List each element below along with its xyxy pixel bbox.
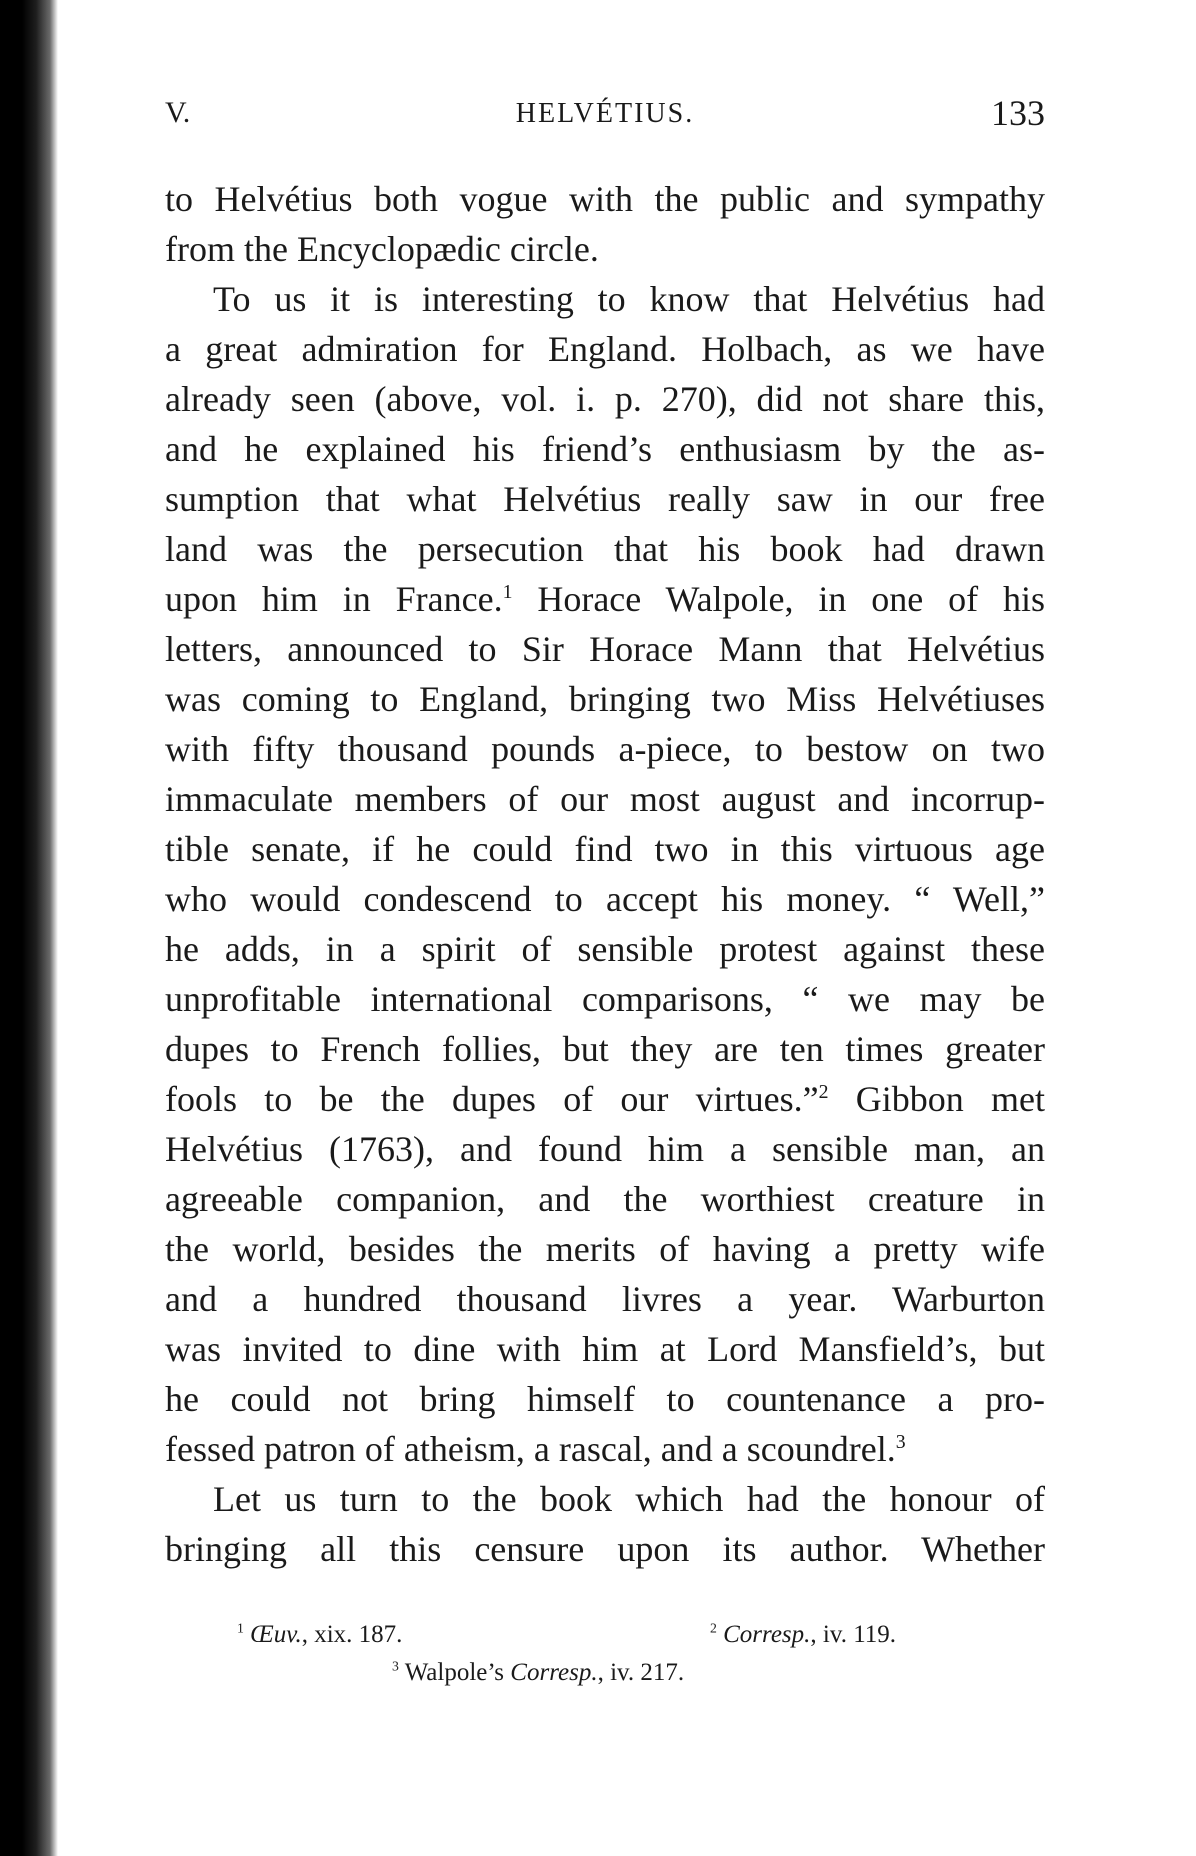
text-line: he adds, in a spirit of sensible protest against these <box>165 929 1045 969</box>
text-line: agreeable companion, and the worthiest creature in <box>165 1179 1045 1219</box>
scan-edge-shadow <box>0 0 58 1856</box>
footnote-3-author: Walpole’s <box>404 1659 511 1686</box>
text-line: bringing all this censure upon its author. Whether <box>165 1529 1045 1569</box>
footnote-mark-1: 1 <box>502 581 513 603</box>
footnote-row <box>165 1616 1045 1654</box>
footnote-1-ref: , xix. 187. <box>301 1621 403 1648</box>
body-text <box>165 174 1045 1574</box>
text-line: tible senate, if he could find two in this virtuous age <box>165 829 1045 869</box>
text-line: sumption that what Helvétius really saw in our free <box>165 479 1045 519</box>
text-segment: fools to be the dupes of our virtues.” <box>165 1079 819 1119</box>
text-line: Let us turn to the book which had the honour of <box>213 1479 1045 1519</box>
running-title: HELVÉTIUS. <box>515 98 695 129</box>
text-line: was invited to dine with him at Lord Mansfield’s, but <box>165 1329 1045 1369</box>
text-segment: upon him in France. <box>165 579 503 619</box>
footnotes <box>165 1616 1045 1692</box>
text-line: letters, announced to Sir Horace Mann that Helvétius <box>165 629 1045 669</box>
footnote-2-number: 2 <box>710 1620 717 1636</box>
text-line: who would condescend to accept his money. “ Well,” <box>165 879 1045 919</box>
footnote-2 <box>710 1616 896 1654</box>
footnote-mark-3: 3 <box>895 1431 906 1453</box>
text-line: already seen (above, vol. i. p. 270), did not share this, <box>165 379 1045 419</box>
footnote-2-title: Corresp. <box>723 1621 811 1648</box>
text-line: unprofitable international comparisons, “ we may be <box>165 979 1045 1019</box>
footnote-3-number: 3 <box>392 1658 399 1674</box>
footnote-3-ref: , iv. 217. <box>597 1659 685 1686</box>
chapter-number: V. <box>165 96 191 129</box>
footnote-row <box>165 1654 1045 1692</box>
text-line: dupes to French follies, but they are ten times greater <box>165 1029 1045 1069</box>
text-line: and a hundred thousand livres a year. Warburton <box>165 1279 1045 1319</box>
text-line: land was the persecution that his book had drawn <box>165 529 1045 569</box>
footnote-3 <box>392 1654 684 1692</box>
text-line: To us it is interesting to know that Helvétius had <box>213 279 1045 319</box>
text-line <box>165 1424 1045 1474</box>
text-segment: fessed patron of atheism, a rascal, and a scoundrel. <box>165 1429 896 1469</box>
footnote-2-ref: , iv. 119. <box>810 1621 897 1648</box>
text-line: was coming to England, bringing two Miss Helvétiuses <box>165 679 1045 719</box>
text-line: with fifty thousand pounds a-piece, to bestow on two <box>165 729 1045 769</box>
footnote-1-number: 1 <box>237 1620 244 1636</box>
text-line: he could not bring himself to countenance a pro- <box>165 1379 1045 1419</box>
text-segment: Horace Walpole, in one of his <box>512 579 1046 619</box>
footnote-1-title: Œuv. <box>250 1621 302 1648</box>
text-line: from the Encyclopædic circle. <box>165 229 599 269</box>
footnote-3-title: Corresp. <box>510 1659 598 1686</box>
text-line: the world, besides the merits of having a pretty wife <box>165 1229 1045 1269</box>
footnote-1 <box>237 1616 402 1654</box>
footnote-mark-2: 2 <box>818 1081 829 1103</box>
text-line: Helvétius (1763), and found him a sensible man, an <box>165 1129 1045 1169</box>
page-number: 133 <box>991 93 1045 133</box>
text-line <box>165 574 1045 624</box>
text-line: and he explained his friend’s enthusiasm by the as- <box>165 429 1045 469</box>
text-line: immaculate members of our most august and incorrup- <box>165 779 1045 819</box>
text-line <box>165 1074 1045 1124</box>
running-header <box>165 93 1045 146</box>
text-line: to Helvétius both vogue with the public and sympathy <box>165 179 1045 219</box>
text-segment: Gibbon met <box>828 1079 1045 1119</box>
text-line: a great admiration for England. Holbach, as we have <box>165 329 1045 369</box>
